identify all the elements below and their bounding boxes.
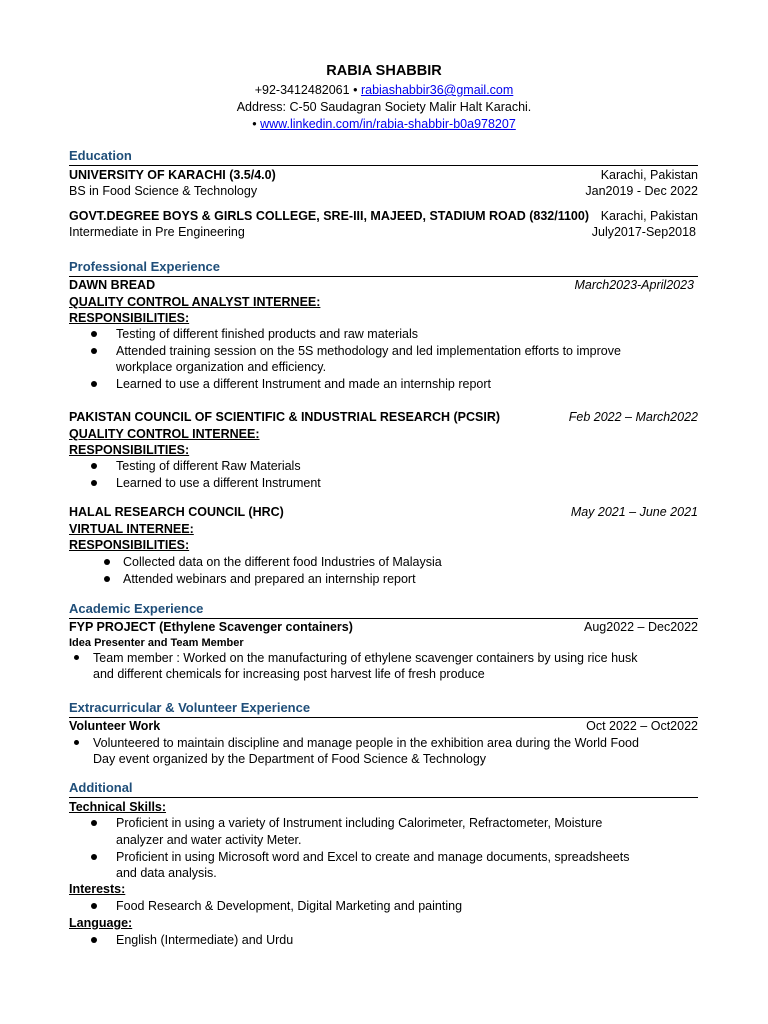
education-degree-2: Intermediate in Pre Engineering xyxy=(69,225,245,239)
job-2-resp-label: RESPONSIBILITIES: xyxy=(69,443,190,457)
technical-item-2: Proficient in using Microsoft word and Excel to create and manage documents, spreadsheets xyxy=(116,850,630,864)
interests-label: Interests: xyxy=(69,882,126,896)
education-degree-1: BS in Food Science & Technology xyxy=(69,184,258,198)
bullet-icon xyxy=(91,348,97,354)
job-1-org: DAWN BREAD xyxy=(69,278,156,292)
job-2-role: QUALITY CONTROL INTERNEE: xyxy=(69,427,260,441)
education-school-1: UNIVERSITY OF KARACHI (3.5/4.0) xyxy=(69,168,276,182)
linkedin-line xyxy=(0,116,768,132)
bullet-icon xyxy=(91,854,97,860)
job-3-item-2: Attended webinars and prepared an internship report xyxy=(123,572,416,586)
phone-number: +92-3412482061 xyxy=(254,83,350,97)
academic-heading: Academic Experience xyxy=(69,601,204,616)
technical-item-1: Proficient in using a variety of Instrument including Calorimeter, Refractometer, Moisture xyxy=(116,816,603,830)
volunteer-dates: Oct 2022 – Oct2022 xyxy=(586,719,698,733)
job-1-item-3: Learned to use a different Instrument and made an internship report xyxy=(116,377,492,391)
job-1-item-2: Attended training session on the 5S methodology and led implementation efforts to improve xyxy=(116,344,621,358)
job-1-item-2-cont: workplace organization and efficiency. xyxy=(116,360,327,374)
bullet-icon xyxy=(91,331,97,337)
academic-item-1-cont: and different chemicals for increasing post harvest life of fresh produce xyxy=(93,667,485,681)
academic-dates: Aug2022 – Dec2022 xyxy=(584,620,698,634)
job-3-item-1: Collected data on the different food Industries of Malaysia xyxy=(123,555,442,569)
bullet-icon xyxy=(74,740,79,745)
technical-item-2-cont: and data analysis. xyxy=(116,866,217,880)
interests-item-1: Food Research & Development, Digital Marketing and painting xyxy=(116,899,463,913)
job-2-item-1: Testing of different Raw Materials xyxy=(116,459,301,473)
education-heading: Education xyxy=(69,148,132,163)
bullet-icon xyxy=(91,903,97,909)
bullet-icon xyxy=(91,937,97,943)
job-1-resp-label: RESPONSIBILITIES: xyxy=(69,311,190,325)
job-3-role: VIRTUAL INTERNEE: xyxy=(69,522,194,536)
technical-skills-label: Technical Skills: xyxy=(69,800,167,814)
bullet-icon xyxy=(91,463,97,469)
job-3-dates: May 2021 – June 2021 xyxy=(570,505,698,519)
education-location-1: Karachi, Pakistan xyxy=(600,168,698,182)
education-dates-2: July2017-Sep2018 xyxy=(591,225,696,239)
email-link[interactable]: rabiashabbir36@gmail.com xyxy=(360,83,514,97)
academic-item-1: Team member : Worked on the manufacturing of ethylene scavenger containers by using rice husk xyxy=(93,651,638,665)
education-divider xyxy=(69,165,698,166)
bullet-icon xyxy=(91,820,97,826)
volunteer-item-1: Volunteered to maintain discipline and manage people in the exhibition area during the World Food xyxy=(93,736,639,750)
education-school-2: GOVT.DEGREE BOYS & GIRLS COLLEGE, SRE-III, MAJEED, STADIUM ROAD (832/1100) xyxy=(69,209,590,223)
additional-divider xyxy=(69,797,698,798)
job-1-item-1: Testing of different finished products and raw materials xyxy=(116,327,419,341)
bullet-icon xyxy=(104,576,110,582)
technical-item-1-cont: analyzer and water activity Meter. xyxy=(116,833,302,847)
additional-heading: Additional xyxy=(69,780,133,795)
separator-dot: • xyxy=(353,83,358,97)
job-2-item-2: Learned to use a different Instrument xyxy=(116,476,321,490)
linkedin-link[interactable]: www.linkedin.com/in/rabia-shabbir-b0a978207 xyxy=(260,117,516,131)
volunteer-item-1-cont: Day event organized by the Department of Food Science & Technology xyxy=(93,752,487,766)
linkedin-bullet: • xyxy=(252,117,257,131)
language-label: Language: xyxy=(69,916,133,930)
language-item-1: English (Intermediate) and Urdu xyxy=(116,933,294,947)
contact-line xyxy=(0,82,768,98)
academic-project: FYP PROJECT (Ethylene Scavenger containers) xyxy=(69,620,353,634)
professional-heading: Professional Experience xyxy=(69,259,221,274)
job-2-dates: Feb 2022 – March2022 xyxy=(568,410,698,424)
candidate-name: RABIA SHABBIR xyxy=(326,63,442,79)
education-dates-1: Jan2019 - Dec 2022 xyxy=(585,184,698,198)
address-line: Address: C-50 Saudagran Society Malir Halt Karachi. xyxy=(236,100,532,114)
education-location-2: Karachi, Pakistan xyxy=(600,209,698,223)
job-3-org: HALAL RESEARCH COUNCIL (HRC) xyxy=(69,505,284,519)
bullet-icon xyxy=(91,381,97,387)
job-3-resp-label: RESPONSIBILITIES: xyxy=(69,538,190,552)
job-2-org: PAKISTAN COUNCIL OF SCIENTIFIC & INDUSTRIAL RESEARCH (PCSIR) xyxy=(69,410,501,424)
job-1-dates: March2023-April2023 xyxy=(574,278,694,292)
extracurricular-heading: Extracurricular & Volunteer Experience xyxy=(69,700,311,715)
bullet-icon xyxy=(104,559,110,565)
volunteer-role: Volunteer Work xyxy=(69,719,161,733)
academic-role: Idea Presenter and Team Member xyxy=(69,637,244,649)
bullet-icon xyxy=(91,480,97,486)
job-1-role: QUALITY CONTROL ANALYST INTERNEE: xyxy=(69,295,321,309)
bullet-icon xyxy=(74,655,79,660)
